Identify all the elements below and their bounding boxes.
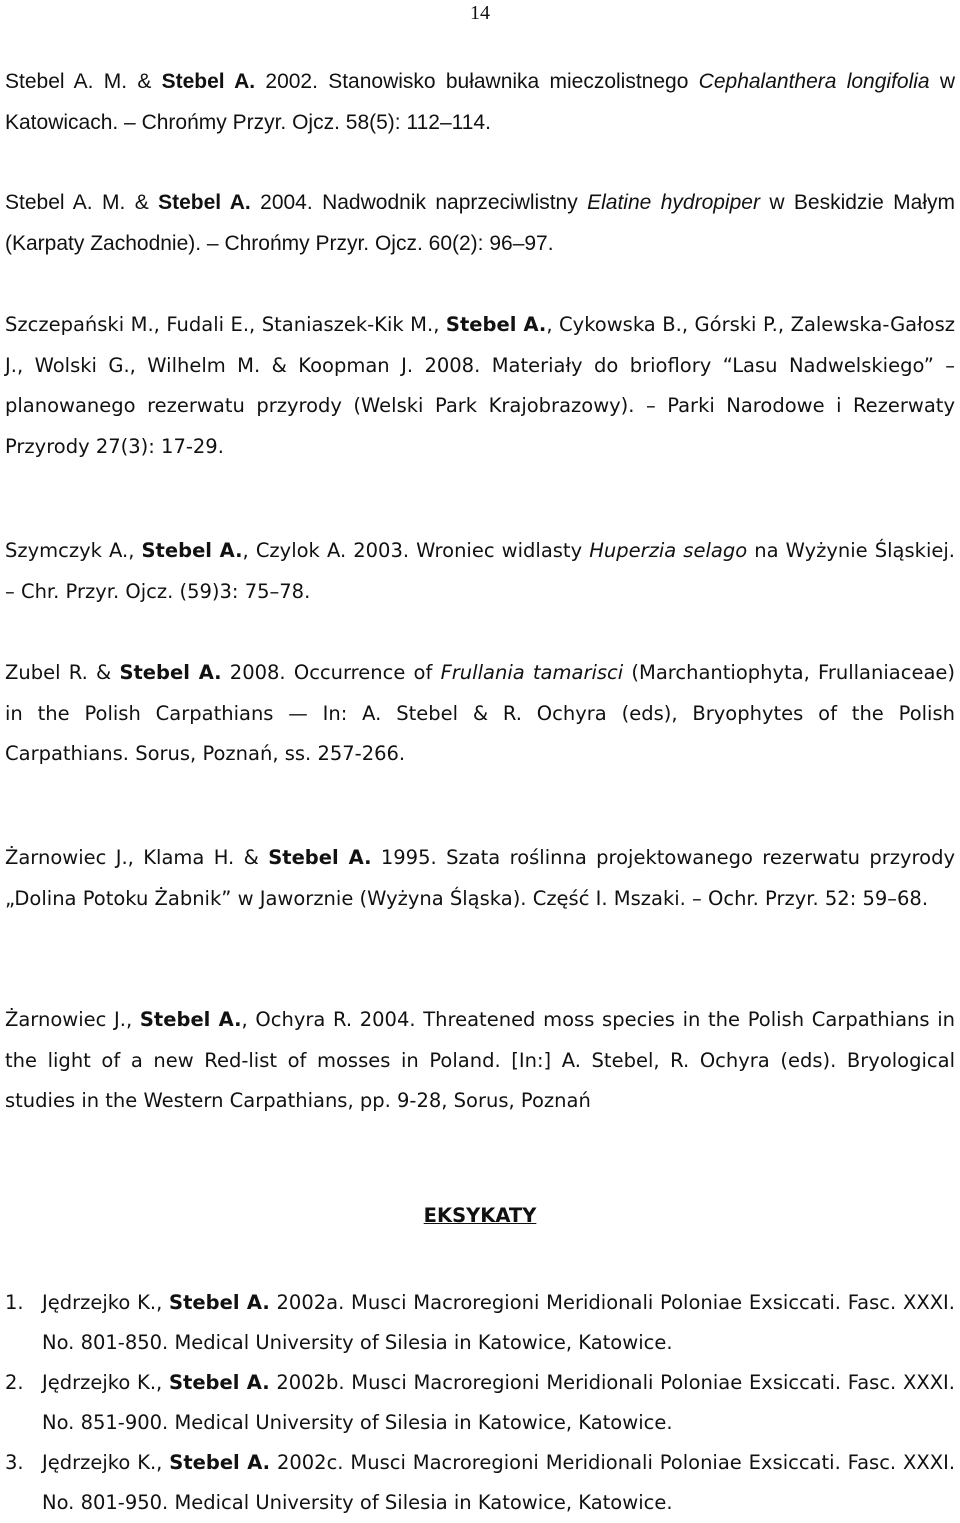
- item-text: [5, 1363, 955, 1443]
- author-highlight: Stebel A.: [445, 313, 547, 336]
- reference-text: 2004. Nadwodnik naprzeciwlistny: [250, 191, 588, 214]
- authors: Jędrzejko K.,: [42, 1451, 170, 1474]
- item-text: [5, 1283, 955, 1363]
- reference-text: 2002. Stanowisko buławnika mieczolistnego: [255, 70, 699, 93]
- reference-entry: [5, 1000, 955, 1122]
- item-text: [5, 1443, 955, 1523]
- reference-text: , Czylok A. 2003. Wroniec widlasty: [242, 539, 590, 562]
- section-heading: EKSYKATY: [423, 1204, 537, 1227]
- species-name: Elatine hydropiper: [587, 191, 760, 214]
- author-highlight: Stebel A.: [169, 1291, 270, 1314]
- reference-text: w Beskidzie Małym (Karpaty Zachodnie). – Chrońmy Przyr. Ojcz. 60(2): 96–97.: [5, 191, 955, 255]
- reference-entry: [5, 183, 955, 264]
- reference-entry: [5, 62, 955, 143]
- species-name: Frullania tamarisci: [440, 661, 624, 684]
- exsiccata-item: [5, 1363, 955, 1443]
- authors: Żarnowiec J.,: [5, 1008, 140, 1031]
- authors: Żarnowiec J., Klama H. &: [5, 846, 269, 869]
- author-highlight: Stebel A.: [168, 1371, 270, 1394]
- item-number: 1.: [5, 1291, 24, 1314]
- reference-entry: [5, 838, 955, 919]
- author-highlight: Stebel A.: [119, 661, 222, 684]
- reference-text: , Cykowska B., Górski P., Zalewska-Gałosz J., Wolski G., Wilhelm M. & Koopman J. 2008. Materiały do brioflory “Lasu Nadwelskiego” – planowanego rezerwatu przyrody (Welski Park Krajobrazowy). – Parki Narodowe i Rezerwaty Przyrody 27(3): 17-29.: [5, 313, 955, 458]
- authors: Stebel A. M. &: [5, 191, 159, 214]
- reference-text: 1995. Szata roślinna projektowanego rezerwatu przyrody „Dolina Potoku Żabnik” w Jaworznie (Wyżyna Śląska). Część I. Mszaki. – Ochr. Przyr. 52: 59–68.: [5, 846, 955, 910]
- author-highlight: Stebel A.: [268, 846, 372, 869]
- reference-text: (Marchantiophyta, Frullaniaceae) in the Polish Carpathians — In: A. Stebel & R. Ochyra (eds), Bryophytes of the Polish Carpathians. Sorus, Poznań, ss. 257-266.: [5, 661, 956, 765]
- exsiccata-item: [5, 1283, 955, 1363]
- author-highlight: Stebel A.: [169, 1451, 271, 1474]
- authors: Zubel R. &: [5, 661, 120, 684]
- reference-text: 2008. Occurrence of: [221, 661, 441, 684]
- reference-text: 2002b. Musci Macroregioni Meridionali Poloniae Exsiccati. Fasc. XXXI. No. 851-900. Medical University of Silesia in Katowice, Katowice.: [42, 1371, 955, 1434]
- species-name: Cephalanthera longifolia: [698, 70, 930, 93]
- reference-text: w Katowicach. – Chrońmy Przyr. Ojcz. 58(5): 112–114.: [5, 70, 956, 134]
- item-number: 2.: [5, 1371, 24, 1394]
- author-highlight: Stebel A.: [158, 191, 251, 214]
- author-highlight: Stebel A.: [141, 539, 243, 562]
- authors: Szczepański M., Fudali E., Staniaszek-Kik M.,: [5, 313, 446, 336]
- reference-text: 2002c. Musci Macroregioni Meridionali Poloniae Exsiccati. Fasc. XXXI. No. 801-950. Medical University of Silesia in Katowice, Katowice.: [42, 1451, 956, 1514]
- reference-entry: [5, 305, 955, 467]
- reference-entry: [5, 653, 955, 775]
- item-number: 3.: [5, 1451, 24, 1474]
- authors: Szymczyk A.,: [5, 539, 142, 562]
- author-highlight: Stebel A.: [161, 70, 256, 93]
- page-number: 14: [470, 2, 490, 24]
- author-highlight: Stebel A.: [139, 1008, 242, 1031]
- authors: Stebel A. M. &: [5, 70, 162, 93]
- authors: Jędrzejko K.,: [42, 1291, 170, 1314]
- authors: Jędrzejko K.,: [42, 1371, 169, 1394]
- species-name: Huperzia selago: [589, 539, 748, 562]
- reference-text: na Wyżynie Śląskiej. – Chr. Przyr. Ojcz. (59)3: 75–78.: [5, 539, 955, 603]
- exsiccata-item: [5, 1443, 955, 1523]
- reference-text: , Ochyra R. 2004. Threatened moss species in the Polish Carpathians in the light of a new Red-list of mosses in Poland. [In:] A. Stebel, R. Ochyra (eds). Bryological studies in the Western Carpathians, pp. 9-28, Sorus, Poznań: [5, 1008, 956, 1112]
- reference-entry: [5, 531, 955, 612]
- reference-text: 2002a. Musci Macroregioni Meridionali Poloniae Exsiccati. Fasc. XXXI. No. 801-850. Medical University of Silesia in Katowice, Katowice.: [42, 1291, 956, 1354]
